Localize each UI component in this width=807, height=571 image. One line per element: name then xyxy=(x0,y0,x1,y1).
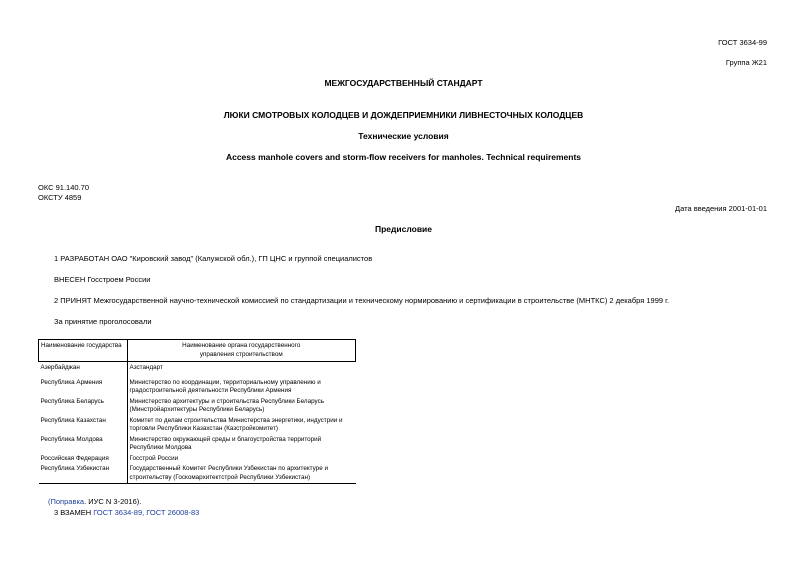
english-title: Access manhole covers and storm-flow receivers for manholes. Technical requirements xyxy=(225,152,582,162)
page-title: ЛЮКИ СМОТРОВЫХ КОЛОДЦЕВ И ДОЖДЕПРИЕМНИКИ ЛИВНЕСТОЧНЫХ КОЛОДЦЕВ xyxy=(223,110,584,120)
state-cell: Азербайджан xyxy=(39,362,128,379)
table-row xyxy=(39,436,356,455)
replaced-note xyxy=(54,508,199,517)
table-row xyxy=(39,398,356,417)
page-subtitle: Технические условия xyxy=(358,131,449,141)
foreword-submitted: ВНЕСЕН Госстроем России xyxy=(54,275,151,284)
organ-cell: Госстрой России xyxy=(129,454,179,462)
column-header-state: Наименование государства xyxy=(39,340,128,362)
voting-states-table xyxy=(38,339,356,484)
standard-type-heading: МЕЖГОСУДАРСТВЕННЫЙ СТАНДАРТ xyxy=(324,78,483,88)
table-row xyxy=(39,379,356,398)
table-row xyxy=(39,455,356,466)
replaced-standards-link[interactable]: ГОСТ 3634-89, ГОСТ 26008-83 xyxy=(93,508,200,517)
organ-cell: Министерство архитектуры и строительства Республики Беларусь (Минстройархитектуры Республики Беларусь) xyxy=(129,397,325,413)
state-cell: Республика Беларусь xyxy=(39,398,128,417)
organ-cell: Министерство по координации, территориальному управлению и градостроительной деятельности Республики Армения xyxy=(129,378,321,394)
amendment-link[interactable]: Поправка xyxy=(50,497,85,506)
table-row xyxy=(39,417,356,436)
organ-cell: Азстандарт xyxy=(129,364,163,371)
foreword-developed: 1 РАЗРАБОТАН ОАО "Кировский завод" (Калужской обл.), ГП ЦНС и группой специалистов xyxy=(54,254,373,263)
replaced-prefix: 3 ВЗАМЕН xyxy=(54,508,94,517)
foreword-heading: Предисловие xyxy=(374,224,433,234)
okstu-code: ОКСТУ 4859 xyxy=(38,193,82,202)
state-cell: Российская Федерация xyxy=(39,455,128,466)
column-header-organ xyxy=(127,340,356,362)
amendment-rest: . ИУС N 3-2016). xyxy=(84,497,142,506)
foreword-adopted: 2 ПРИНЯТ Межгосударственной научно-технической комиссией по стандартизации и техническому нормированию и сертификации в строительстве (МНТКС) 2 декабря 1999 г. xyxy=(54,296,670,305)
column-header-organ-line2: управления строительством xyxy=(199,350,283,358)
organ-cell: Комитет по делам строительства Министерства энергетики, индустрии и торговли Республики Казахстан (Казстройкомитет) xyxy=(129,416,343,432)
foreword-voted: За принятие проголосовали xyxy=(54,317,152,326)
amendment-note xyxy=(48,497,141,506)
state-cell: Республика Казахстан xyxy=(39,417,128,436)
table-header-row xyxy=(39,340,356,362)
table-row xyxy=(39,465,356,484)
state-cell: Республика Узбекистан xyxy=(39,465,128,484)
oks-code: ОКС 91.140.70 xyxy=(38,183,89,192)
organ-cell: Министерство окружающей среды и благоустройства территорий Республики Молдова xyxy=(129,435,322,451)
document-group: Группа Ж21 xyxy=(725,58,767,67)
intro-date: Дата введения 2001-01-01 xyxy=(675,204,767,213)
state-cell: Республика Армения xyxy=(39,379,128,398)
table-row xyxy=(39,362,356,379)
organ-cell: Государственный Комитет Республики Узбекистан по архитектуре и строительству (Госкомархитектстрой Республики Узбекистан) xyxy=(127,465,356,484)
column-header-organ-line1: Наименование органа государственного xyxy=(182,342,301,349)
state-cell: Республика Молдова xyxy=(39,436,128,455)
amendment-open-paren: ( xyxy=(48,497,51,506)
document-code: ГОСТ 3634-99 xyxy=(718,38,767,47)
